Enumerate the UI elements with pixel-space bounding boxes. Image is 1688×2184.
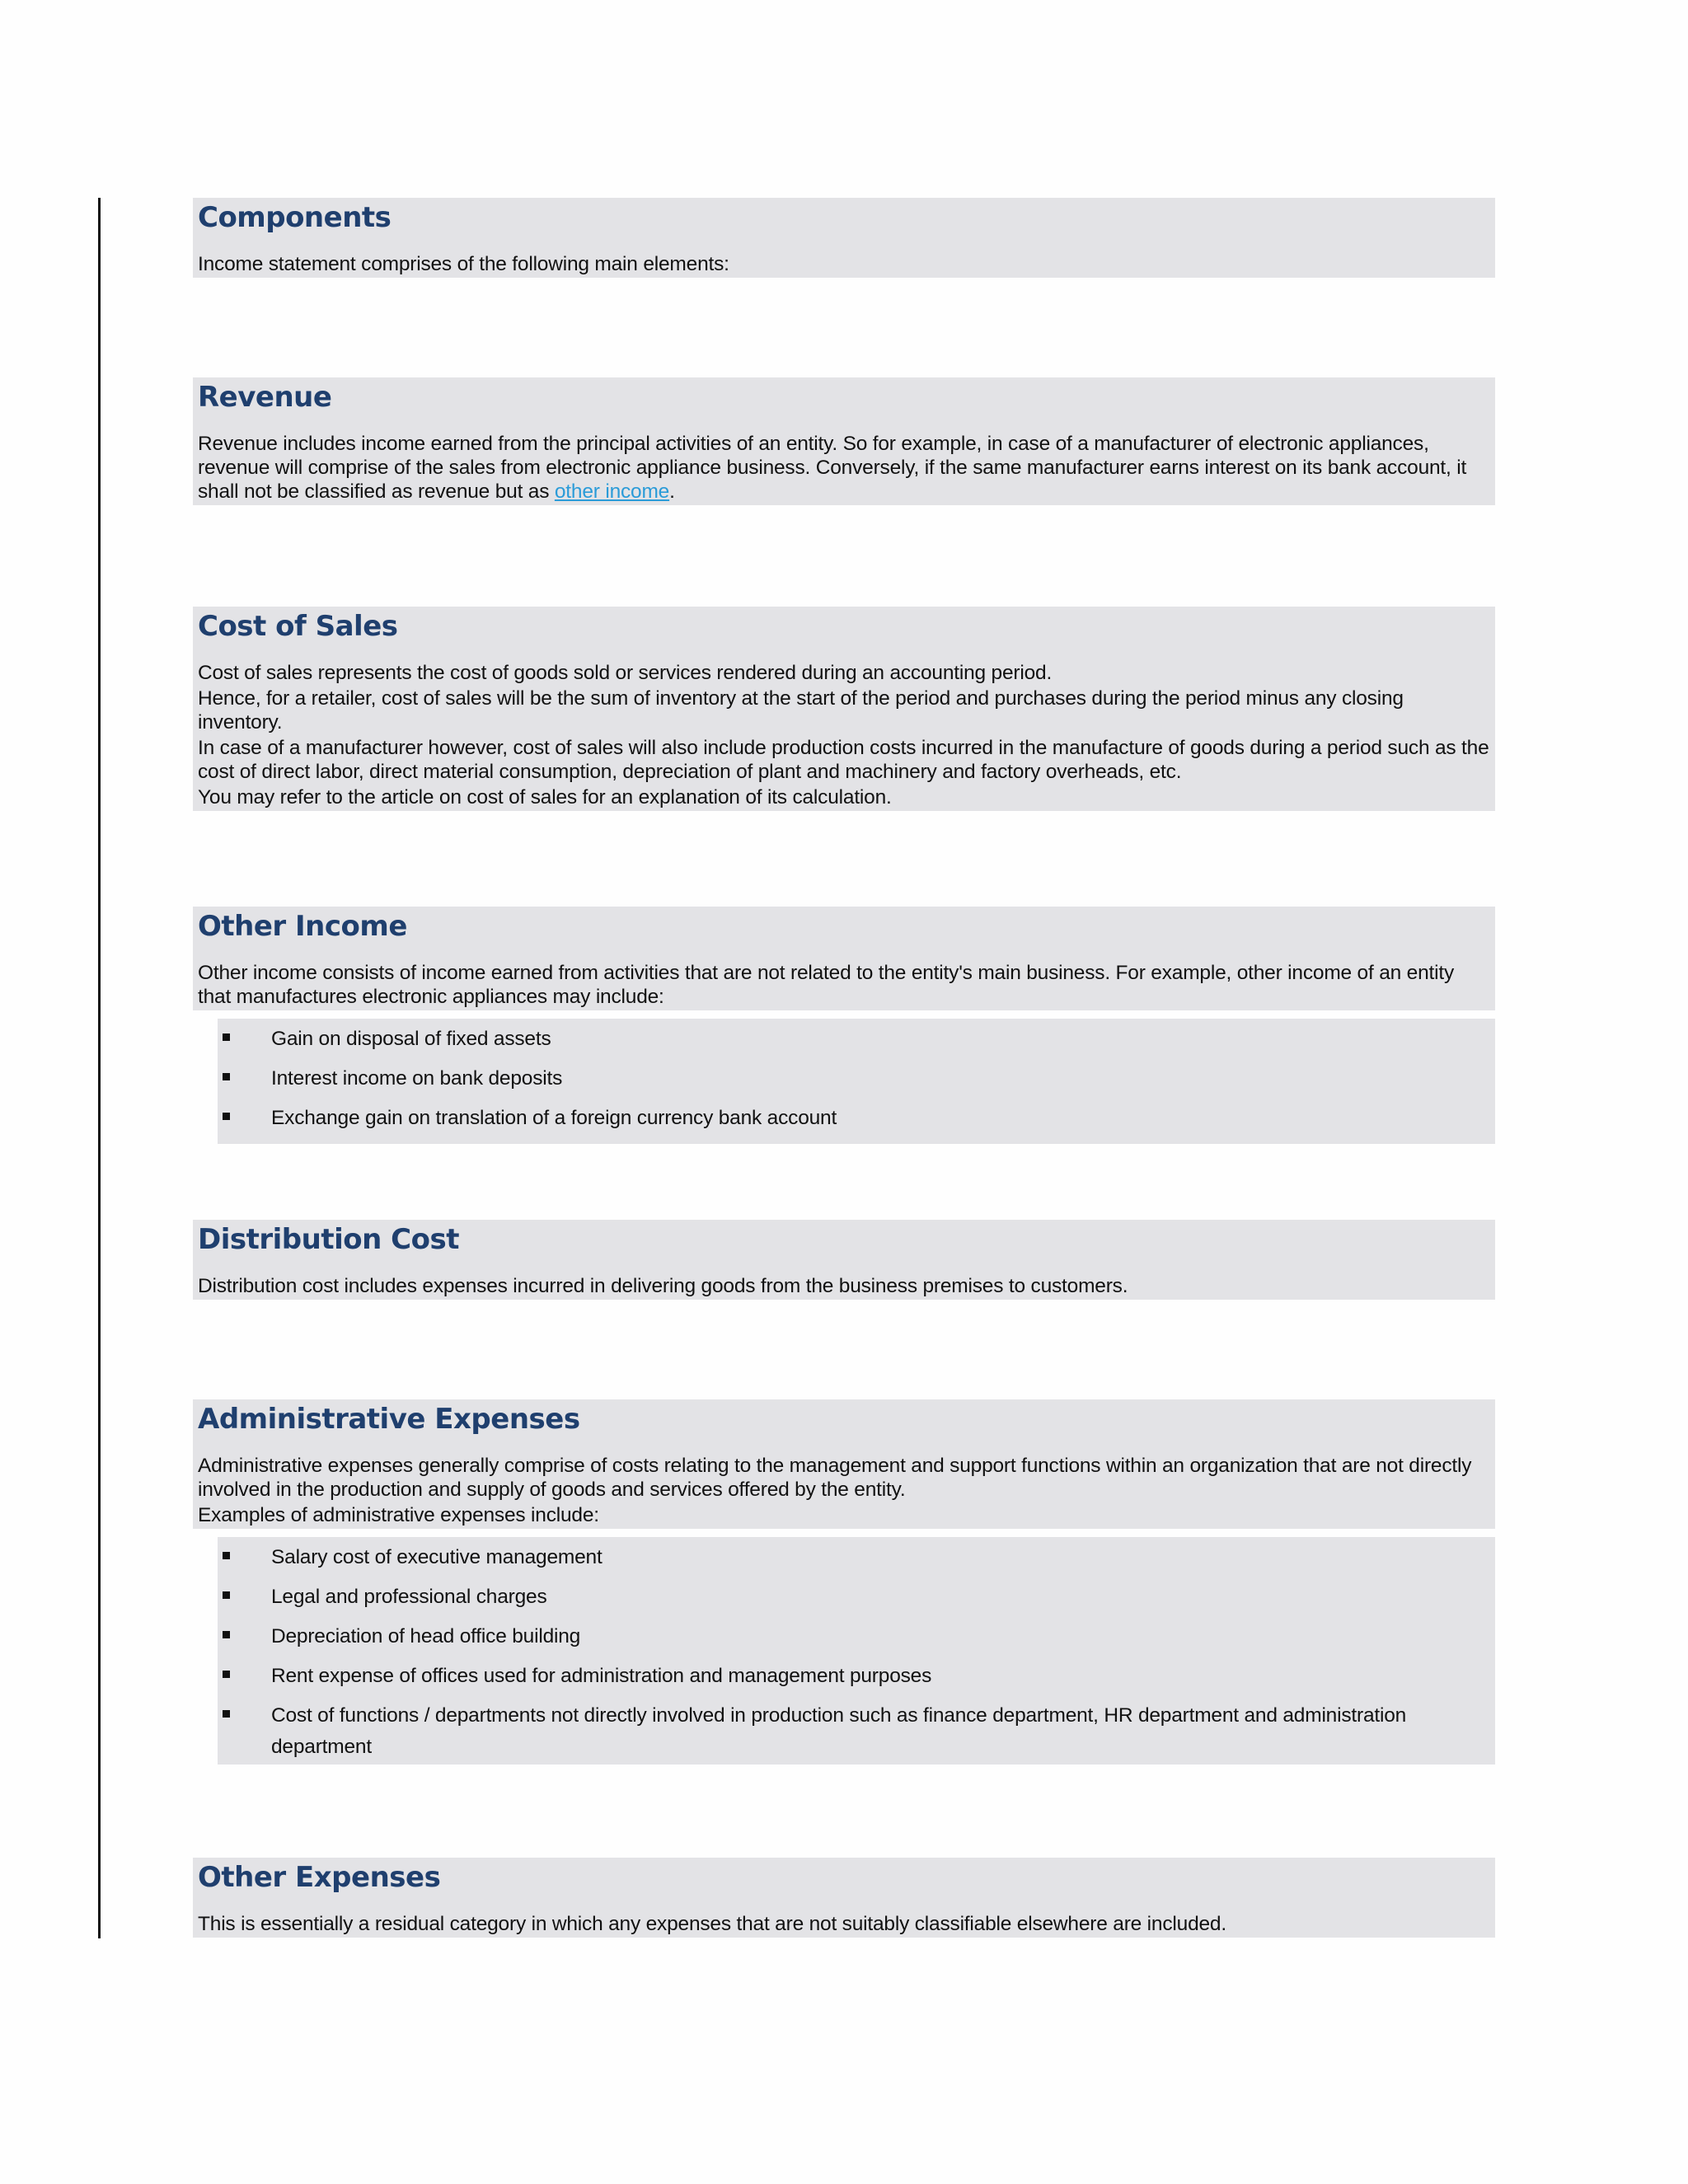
square-bullet-icon (223, 1552, 230, 1559)
list-item: Cost of functions / departments not directly involved in production such as finance department, HR department and administration department (218, 1700, 1495, 1763)
section-cost-of-sales (193, 607, 1495, 811)
square-bullet-icon (223, 1631, 230, 1638)
list-item: Rent expense of offices used for administration and management purposes (218, 1661, 1495, 1700)
section-heading: Cost of Sales (198, 610, 398, 643)
section-box (193, 907, 1495, 1010)
list-item: Depreciation of head office building (218, 1621, 1495, 1661)
section-other-expenses (193, 1858, 1495, 1938)
section-distribution-cost (193, 1220, 1495, 1300)
section-paragraph: You may refer to the article on cost of sales for an explanation of its calculation. (198, 786, 892, 808)
section-box (193, 1399, 1495, 1529)
section-heading: Administrative Expenses (198, 1403, 580, 1436)
section-paragraph: In case of a manufacturer however, cost of sales will also include production costs incurred in the manufacture of goods during a period such as the cost of direct labor, direct material consumption, depreciation of plant and machinery and factory overheads, etc. (198, 737, 1489, 783)
list-item: Salary cost of executive management (218, 1542, 1495, 1582)
square-bullet-icon (223, 1073, 230, 1080)
other-income-link[interactable]: other income (554, 480, 670, 503)
square-bullet-icon (223, 1710, 230, 1718)
section-other-income (193, 907, 1495, 1144)
square-bullet-icon (223, 1113, 230, 1120)
section-box (193, 1858, 1495, 1938)
section-paragraph: Distribution cost includes expenses incurred in delivering goods from the business premises to customers. (198, 1275, 1128, 1297)
square-bullet-icon (223, 1671, 230, 1678)
section-revenue (193, 377, 1495, 505)
revenue-text-end: . (669, 480, 675, 503)
section-paragraph: Examples of administrative expenses include: (198, 1504, 599, 1526)
section-box (193, 377, 1495, 505)
section-box (193, 607, 1495, 811)
list-item: Gain on disposal of fixed assets (218, 1024, 1495, 1063)
other-income-list (218, 1019, 1495, 1144)
section-heading: Other Expenses (198, 1861, 441, 1894)
section-paragraph: Cost of sales represents the cost of goods sold or services rendered during an accounting period. (198, 662, 1053, 684)
square-bullet-icon (223, 1591, 230, 1599)
section-paragraph: Hence, for a retailer, cost of sales will be the sum of inventory at the start of the period and purchases during the period minus any closing inventory. (198, 687, 1404, 733)
revenue-text: Revenue includes income earned from the principal activities of an entity. So for example, in case of a manufacturer of electronic appliances, revenue will comprise of the sales from electronic appliance business. Conversely, if the same manufacturer earns interest on its bank account, it shall not be classified as revenue but as (198, 433, 1467, 503)
section-paragraph: Income statement comprises of the following main elements: (198, 253, 729, 275)
section-paragraph (198, 432, 1490, 505)
section-heading: Other Income (198, 910, 407, 943)
section-heading: Distribution Cost (198, 1223, 459, 1256)
square-bullet-icon (223, 1033, 230, 1041)
list-item: Legal and professional charges (218, 1582, 1495, 1621)
list-item: Interest income on bank deposits (218, 1063, 1495, 1103)
section-heading: Components (198, 201, 392, 234)
section-paragraph: This is essentially a residual category in which any expenses that are not suitably classifiable elsewhere are included. (198, 1913, 1226, 1935)
section-box (193, 1220, 1495, 1300)
section-paragraph: Administrative expenses generally comprise of costs relating to the management and support functions within an organization that are not directly involved in the production and supply of goods and services offered by the entity. (198, 1455, 1472, 1501)
section-heading: Revenue (198, 381, 332, 414)
list-item: Exchange gain on translation of a foreign currency bank account (218, 1103, 1495, 1142)
section-components (193, 198, 1495, 278)
page-left-rule (98, 198, 101, 1938)
administrative-expenses-list (218, 1537, 1495, 1765)
section-paragraph: Other income consists of income earned from activities that are not related to the entity's main business. For example, other income of an entity that manufactures electronic appliances may include: (198, 962, 1455, 1008)
section-administrative-expenses (193, 1399, 1495, 1765)
section-box (193, 198, 1495, 278)
